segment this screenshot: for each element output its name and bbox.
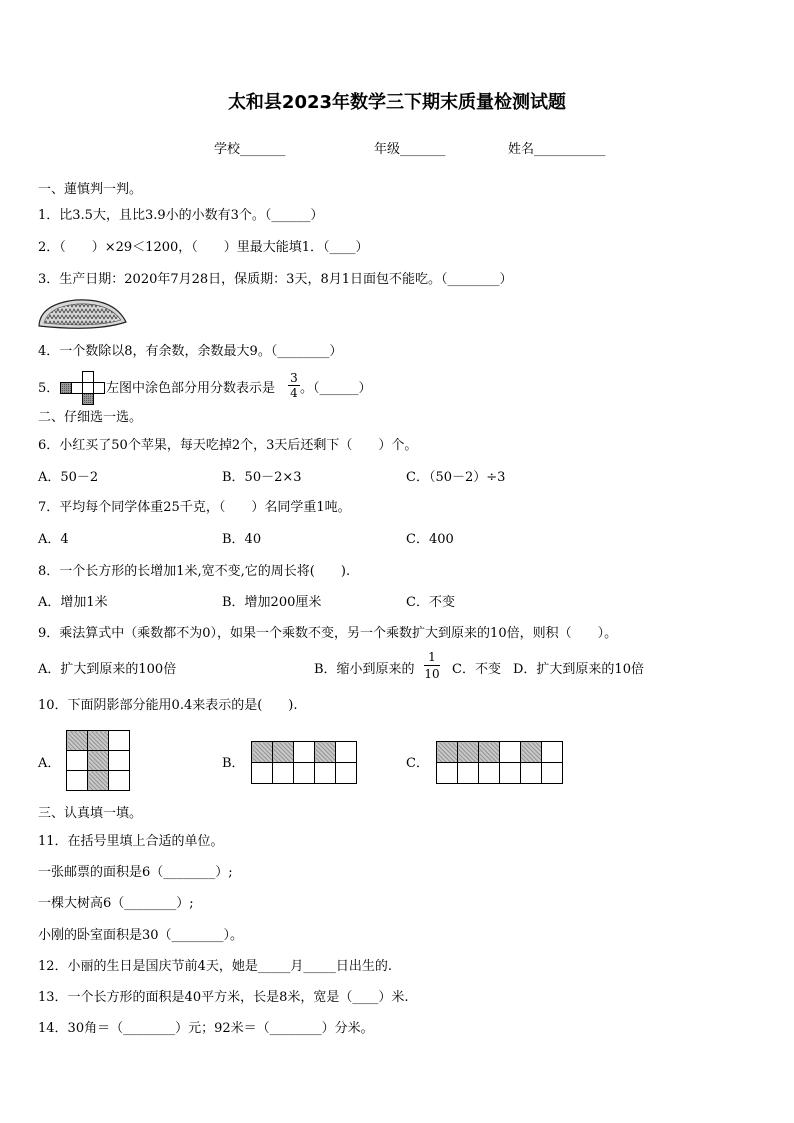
question-5-blank: 。（______）: [300, 381, 372, 396]
grade-field[interactable]: 年级_______: [374, 142, 446, 157]
q10-grid-a: [66, 730, 130, 791]
q9-fraction-bar: [424, 665, 440, 666]
question-7: 7．平均每个同学体重25千克，（ ）名同学重1吨。: [38, 500, 351, 515]
bread-image: [36, 296, 128, 332]
question-4: 4．一个数除以8，有余数，余数最大9。（________）: [38, 344, 343, 359]
q11-line-3: 小刚的卧室面积是30（________）。: [38, 928, 244, 943]
section-2-heading: 二、仔细选一选。: [38, 410, 143, 425]
question-12: 12．小丽的生日是国庆节前4天，她是_____月_____日出生的.: [38, 959, 392, 974]
q6-option-c[interactable]: C．（50－2）÷3: [406, 470, 506, 485]
q5-fraction-denominator: 4: [290, 386, 298, 400]
q8-option-a[interactable]: A．增加1米: [38, 595, 108, 610]
school-field[interactable]: 学校_______: [214, 142, 286, 157]
question-9: 9．乘法算式中（乘数都不为0），如果一个乘数不变，另一个乘数扩大到原来的10倍，则积（ ）。: [38, 626, 618, 641]
q9-option-c[interactable]: C．不变: [452, 662, 501, 677]
section-3-heading: 三、认真填一填。: [38, 806, 143, 821]
q10-option-c[interactable]: C．: [406, 756, 429, 771]
question-2: 2．（ ）×29＜1200，（ ）里最大能填1．（____）: [38, 240, 369, 255]
q11-line-2: 一棵大树高6（________）;: [38, 896, 194, 911]
q6-option-a[interactable]: A．50－2: [38, 470, 99, 485]
question-13: 13．一个长方形的面积是40平方米，长是8米，宽是（____）米.: [38, 990, 409, 1005]
q6-option-b[interactable]: B．50－2×3: [222, 470, 302, 485]
question-11: 11．在括号里填上合适的单位。: [38, 834, 224, 849]
q9-fraction-numerator: 1: [428, 650, 436, 664]
section-1-heading: 一、蓮慎判一判。: [38, 182, 143, 197]
question-14: 14．30角＝（________）元；92米＝（________）分米。: [38, 1021, 374, 1036]
question-5-figure: [60, 370, 106, 406]
q7-option-a[interactable]: A．4: [38, 532, 69, 547]
q9-option-a[interactable]: A．扩大到原来的100倍: [38, 662, 177, 677]
q11-line-1: 一张邮票的面积是6（________）;: [38, 865, 233, 880]
question-5-number: 5．: [38, 381, 60, 396]
question-10: 10．下面阴影部分能用0.4来表示的是( ).: [38, 698, 298, 713]
q10-option-b[interactable]: B．: [222, 756, 245, 771]
question-8: 8．一个长方形的长增加1米,宽不变,它的周长将( ).: [38, 564, 351, 579]
page-title: 太和县2023年数学三下期末质量检测试题: [227, 92, 567, 113]
q10-option-a[interactable]: A．: [38, 756, 61, 771]
q8-option-b[interactable]: B．增加200厘米: [222, 595, 322, 610]
q7-option-b[interactable]: B．40: [222, 532, 262, 547]
q8-option-c[interactable]: C．不变: [406, 595, 455, 610]
q10-grid-b: [251, 741, 357, 784]
q7-option-c[interactable]: C．400: [406, 532, 454, 547]
name-field[interactable]: 姓名___________: [508, 142, 606, 157]
q9-fraction-denominator: 10: [424, 667, 440, 681]
question-6: 6．小红买了50个苹果，每天吃掉2个，3天后还剩下（ ）个。: [38, 438, 418, 453]
question-3: 3．生产日期：2020年7月28日，保质期：3天，8月1日面包不能吃。（________）: [38, 272, 513, 287]
q5-fraction-numerator: 3: [290, 371, 298, 385]
question-1: 1．比3.5大，且比3.9小的小数有3个。（______）: [38, 208, 324, 223]
q9-option-b[interactable]: B．缩小到原来的: [314, 662, 415, 677]
q9-option-d[interactable]: D．扩大到原来的10倍: [513, 662, 644, 677]
q10-grid-c: [436, 741, 563, 784]
question-5-text: 左图中涂色部分用分数表示是: [106, 381, 276, 396]
